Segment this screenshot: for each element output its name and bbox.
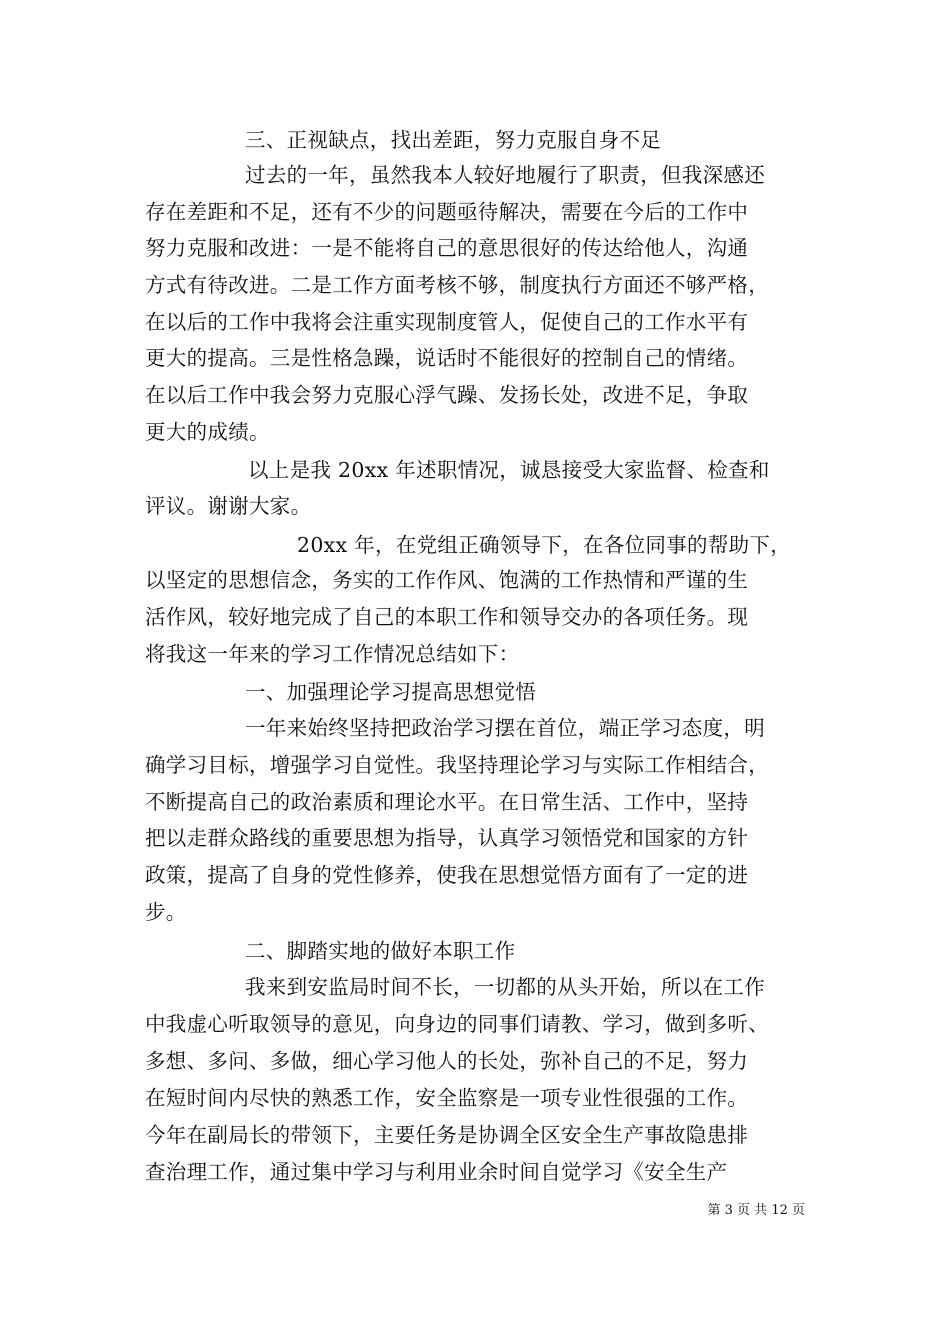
text-line: 以坚定的思想信念，务实的工作作风、饱满的工作热情和严谨的生 — [145, 568, 749, 592]
section-heading: 二、脚踏实地的做好本职工作 — [245, 939, 516, 963]
text-line: 政策，提高了自身的党性修养，使我在思想觉悟方面有了一定的进 — [145, 863, 749, 887]
text-line: 不断提高自己的政治素质和理论水平。在日常生活、工作中，坚持 — [145, 790, 749, 814]
text-line: 确学习目标，增强学习自觉性。我坚持理论学习与实际工作相结合， — [145, 753, 769, 777]
text-line: 评议。谢谢大家。 — [145, 494, 312, 518]
text-line: 今年在副局长的带领下，主要任务是协调全区安全生产事故隐患排 — [145, 1123, 749, 1147]
text-line: 活作风，较好地完成了自己的本职工作和领导交办的各项任务。现 — [145, 605, 749, 629]
text-line: 把以走群众路线的重要思想为指导，认真学习领悟党和国家的方针 — [145, 826, 749, 850]
text-line: 存在差距和不足，还有不少的问题亟待解决，需要在今后的工作中 — [145, 200, 749, 224]
text-line: 在短时间内尽快的熟悉工作，安全监察是一项专业性很强的工作。 — [145, 1086, 749, 1110]
text-line: 将我这一年来的学习工作情况总结如下： — [145, 642, 520, 666]
text-line: 在以后工作中我会努力克服心浮气躁、发扬长处，改进不足，争取 — [145, 383, 749, 407]
text-line: 中我虚心听取领导的意见，向身边的同事们请教、学习，做到多听、 — [145, 1012, 769, 1036]
text-line: 多想、多问、多做，细心学习他人的长处，弥补自己的不足，努力 — [145, 1049, 749, 1073]
text-line: 更大的提高。三是性格急躁，说话时不能很好的控制自己的情绪。 — [145, 346, 749, 370]
section-heading: 一、加强理论学习提高思想觉悟 — [245, 680, 537, 704]
text-line: 查治理工作，通过集中学习与利用业余时间自觉学习《安全生产 — [145, 1160, 728, 1184]
section-heading: 三、正视缺点，找出差距，努力克服自身不足 — [245, 128, 661, 152]
text-line: 一年来始终坚持把政治学习摆在首位，端正学习态度，明 — [245, 716, 765, 740]
text-line: 努力克服和改进：一是不能将自己的意思很好的传达给他人，沟通 — [145, 236, 749, 260]
page-number: 第 3 页 共 12 页 — [707, 1203, 805, 1218]
text-line: 以上是我 20xx 年述职情况，诚恳接受大家监督、检查和 — [248, 458, 770, 482]
text-line: 过去的一年，虽然我本人较好地履行了职责，但我深感还 — [245, 163, 765, 187]
text-line: 步。 — [145, 900, 187, 924]
text-line: 在以后的工作中我将会注重实现制度管人，促使自己的工作水平有 — [145, 310, 749, 334]
text-line: 20xx 年，在党组正确领导下，在各位同事的帮助下， — [297, 533, 792, 557]
text-line: 我来到安监局时间不长，一切都的从头开始，所以在工作 — [245, 975, 765, 999]
text-line: 方式有待改进。二是工作方面考核不够，制度执行方面还不够严格， — [145, 273, 769, 297]
text-line: 更大的成绩。 — [145, 420, 270, 444]
